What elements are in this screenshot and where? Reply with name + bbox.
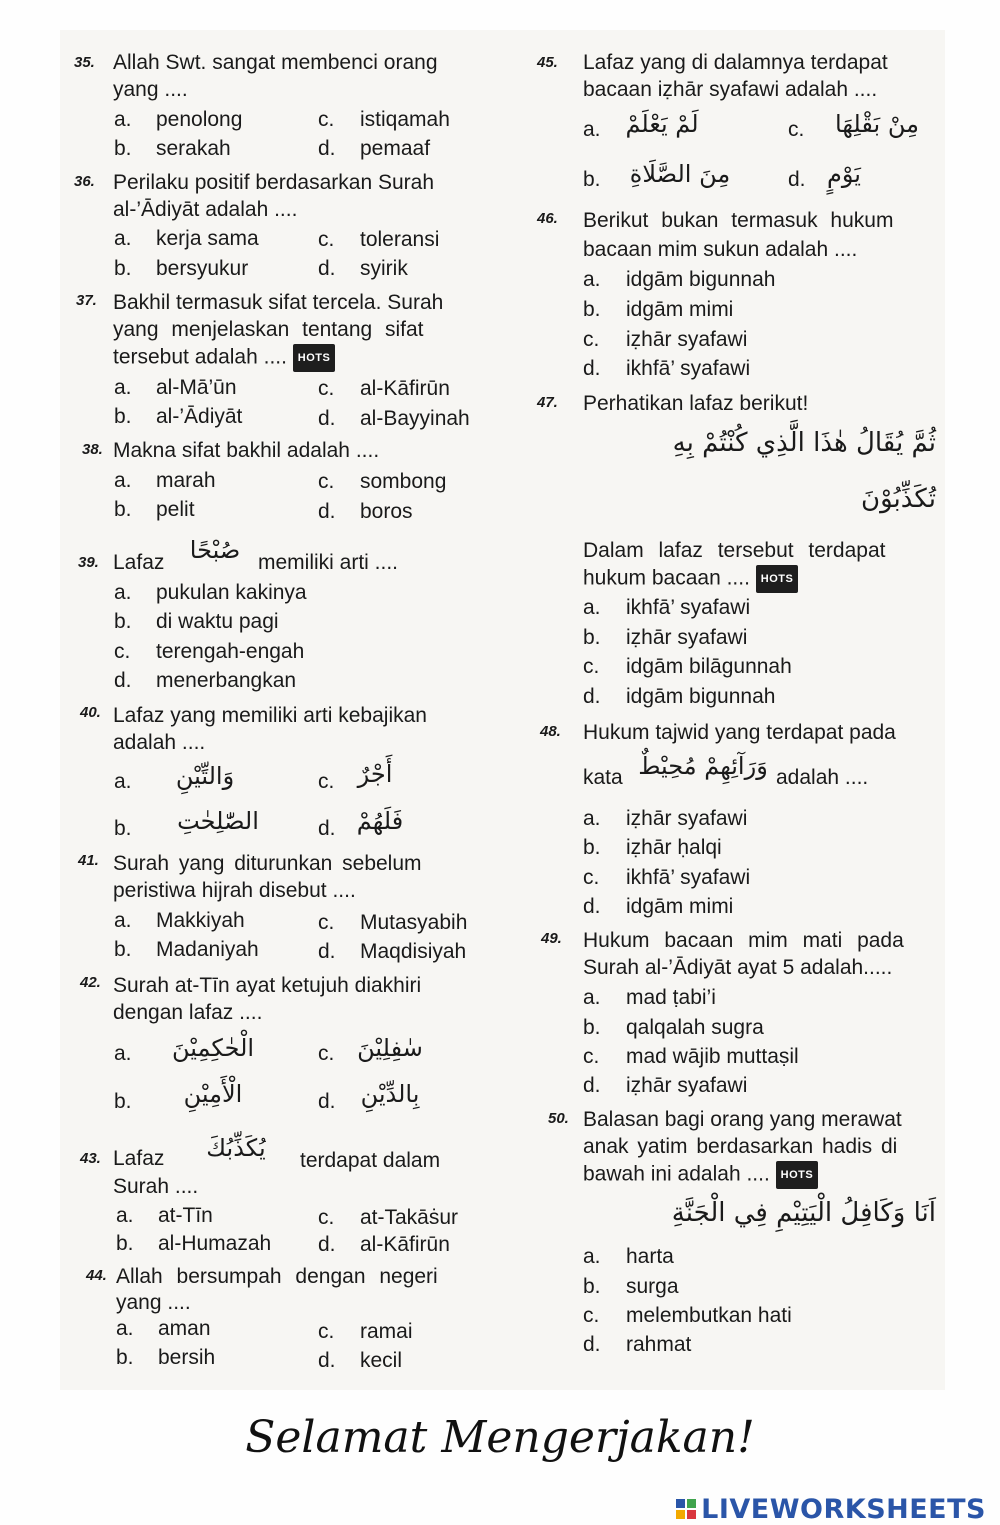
option-label: d.	[788, 168, 806, 191]
option-c[interactable]: mad wājib muttaṣil	[626, 1045, 799, 1068]
option-label: a.	[114, 227, 132, 250]
option-label: d.	[114, 669, 132, 692]
question-number: 48.	[540, 723, 561, 740]
option-b[interactable]: qalqalah sugra	[626, 1016, 764, 1039]
option-c[interactable]: istiqamah	[360, 108, 450, 131]
option-label: d.	[583, 357, 601, 380]
option-label: d.	[318, 817, 336, 840]
question-text: Perhatikan lafaz berikut!	[583, 392, 809, 415]
option-label: c.	[583, 328, 600, 351]
option-label: c.	[583, 1304, 600, 1327]
option-label: a.	[114, 376, 132, 399]
question-text: Allah Swt. sangat membenci orang	[113, 51, 438, 74]
option-b[interactable]: al-Humazah	[158, 1232, 272, 1255]
option-label: b.	[114, 817, 132, 840]
option-c[interactable]: melembutkan hati	[626, 1304, 792, 1327]
option-a[interactable]: pukulan kakinya	[156, 581, 307, 604]
option-label: c.	[114, 640, 131, 663]
option-c[interactable]: terengah-engah	[156, 640, 305, 663]
option-label: b.	[583, 1016, 601, 1039]
option-label: d.	[318, 1349, 336, 1372]
option-label: d.	[583, 895, 601, 918]
closing-message: Selamat Mengerjakan!	[245, 1412, 755, 1463]
question-text: peristiwa hijrah disebut ....	[113, 879, 356, 902]
arabic-text: وَرَآئِهِمْ مُحِيْطٌ	[638, 752, 768, 780]
option-c[interactable]: ikhfā’ syafawi	[626, 866, 751, 889]
option-label: d.	[318, 940, 336, 963]
option-label: c.	[318, 1042, 335, 1065]
option-label: a.	[114, 909, 132, 932]
option-label: c.	[318, 377, 335, 400]
option-label: b.	[114, 1090, 132, 1113]
option-c[interactable]: مِنْ بَقْلِهَا	[835, 110, 919, 138]
option-b[interactable]: di waktu pagi	[156, 610, 279, 633]
option-b[interactable]: iẓhār ḥalqi	[626, 836, 722, 859]
option-label: a.	[583, 596, 601, 619]
question-number: 43.	[80, 1150, 101, 1167]
option-label: c.	[583, 866, 600, 889]
question-text: Hukum bacaan mim mati pada	[583, 929, 904, 952]
question-number: 37.	[76, 292, 97, 309]
option-label: d.	[318, 257, 336, 280]
option-label: c.	[583, 655, 600, 678]
option-d[interactable]: idgām mimi	[626, 895, 734, 918]
question-text: anak yatim berdasarkan hadis di	[583, 1135, 898, 1158]
option-c[interactable]: idgām bilāgunnah	[626, 655, 792, 678]
option-a[interactable]: iẓhār syafawi	[626, 807, 748, 830]
question-text: tersebut adalah ....	[113, 345, 287, 369]
option-d[interactable]: syirik	[360, 257, 408, 280]
option-label: c.	[318, 1320, 335, 1343]
question-text: Surah al-’Ādiyāt ayat 5 adalah.....	[583, 956, 893, 979]
question-text: terdapat dalam	[300, 1149, 441, 1172]
question-text: Berikut bukan termasuk hukum	[583, 209, 894, 232]
option-c[interactable]: أَجْرٌ	[357, 760, 393, 788]
option-a[interactable]: وَالتِّيْنِ	[175, 762, 235, 790]
option-label: d.	[583, 685, 601, 708]
option-label: b.	[583, 298, 601, 321]
option-label: a.	[114, 581, 132, 604]
option-label: a.	[116, 1317, 134, 1340]
option-b[interactable]: Madaniyah	[156, 938, 259, 961]
question-text: yang ....	[116, 1291, 191, 1314]
question-text: bacaan iẓhār syafawi adalah ....	[583, 78, 878, 101]
question-number: 36.	[74, 173, 95, 190]
option-d[interactable]: al-Kāfirūn	[360, 1233, 450, 1256]
question-text: Lafaz yang di dalamnya terdapat	[583, 51, 888, 74]
hots-badge: HOTS	[293, 344, 336, 372]
option-label: b.	[583, 836, 601, 859]
question-text: adalah ....	[113, 731, 206, 754]
option-label: a.	[583, 807, 601, 830]
option-d[interactable]: Maqdisiyah	[360, 940, 467, 963]
arabic-hadith: اَنَا وَكَافِلُ الْيَتِيْمِ فِي الْجَنَّةِ	[671, 1198, 936, 1228]
option-label: b.	[116, 1346, 134, 1369]
option-label: c.	[318, 108, 335, 131]
option-label: c.	[318, 911, 335, 934]
brand-name: LIVEWORKSHEETS	[701, 1494, 986, 1525]
option-label: a.	[583, 1245, 601, 1268]
question-text: Lafaz	[113, 1147, 165, 1170]
question-text: yang ....	[113, 78, 188, 101]
option-label: a.	[114, 108, 132, 131]
question-number: 38.	[82, 441, 103, 458]
option-a[interactable]: marah	[156, 469, 216, 492]
arabic-text: يُكَذِّبُكَ	[206, 1134, 266, 1162]
hots-badge: HOTS	[776, 1161, 819, 1189]
option-c[interactable]: toleransi	[360, 228, 440, 251]
question-text: Surah at-Tīn ayat ketujuh diakhiri	[113, 974, 422, 997]
question-number: 42.	[80, 974, 101, 991]
question-text: Hukum tajwid yang terdapat pada	[583, 721, 896, 744]
option-label: c.	[318, 770, 335, 793]
option-d[interactable]: boros	[360, 500, 413, 523]
question-number: 47.	[537, 394, 558, 411]
question-number: 50.	[548, 1110, 569, 1127]
option-label: d.	[318, 1090, 336, 1113]
option-c[interactable]: at-Takāṡur	[360, 1206, 459, 1229]
question-text: bawah ini adalah ....	[583, 1162, 770, 1186]
option-label: d.	[318, 500, 336, 523]
option-label: c.	[318, 470, 335, 493]
option-a[interactable]: الْحٰكِمِيْنَ	[171, 1034, 255, 1062]
option-label: a.	[583, 268, 601, 291]
arabic-verse: تُكَذِّبُوْنَ	[860, 484, 936, 514]
option-c[interactable]: al-Kāfirūn	[360, 377, 450, 400]
option-label: b.	[114, 257, 132, 280]
option-b[interactable]: الصّٰلِحٰتِ	[177, 807, 259, 835]
option-a[interactable]: kerja sama	[156, 227, 259, 250]
worksheet-icon	[675, 1498, 697, 1520]
option-b[interactable]: bersih	[158, 1346, 216, 1369]
question-number: 40.	[80, 704, 101, 721]
option-a[interactable]: aman	[158, 1317, 211, 1340]
option-label: d.	[318, 407, 336, 430]
question-text: Balasan bagi orang yang merawat	[583, 1108, 902, 1131]
question-text: dengan lafaz ....	[113, 1001, 263, 1024]
option-d[interactable]: rahmat	[626, 1333, 692, 1356]
question-text: Makna sifat bakhil adalah ....	[113, 439, 380, 462]
hots-badge: HOTS	[756, 565, 799, 593]
option-label: b.	[583, 1275, 601, 1298]
option-label: b.	[114, 498, 132, 521]
option-b[interactable]: iẓhār syafawi	[626, 626, 748, 649]
question-text: Lafaz yang memiliki arti kebajikan	[113, 704, 427, 727]
option-label: b.	[114, 405, 132, 428]
question-text: Lafaz	[113, 551, 165, 574]
option-d[interactable]: al-Bayyinah	[360, 407, 470, 430]
option-label: b.	[114, 938, 132, 961]
option-label: a.	[114, 469, 132, 492]
option-label: c.	[318, 228, 335, 251]
question-text: kata	[583, 766, 623, 789]
question-number: 41.	[78, 852, 99, 869]
question-text: Surah yang diturunkan sebelum	[113, 852, 422, 875]
option-b[interactable]: surga	[626, 1275, 679, 1298]
option-a[interactable]: at-Tīn	[158, 1204, 213, 1227]
option-label: a.	[114, 770, 132, 793]
option-b[interactable]: مِنَ الصَّلَاةِ	[629, 160, 731, 188]
option-c[interactable]: ramai	[360, 1320, 413, 1343]
option-d[interactable]: kecil	[360, 1349, 403, 1372]
question-text: Dalam lafaz tersebut terdapat	[583, 539, 886, 562]
question-text: Allah bersumpah dengan negeri	[116, 1265, 438, 1288]
option-d[interactable]: menerbangkan	[156, 669, 297, 692]
option-label: d.	[583, 1074, 601, 1097]
option-label: d.	[583, 1333, 601, 1356]
question-number: 44.	[86, 1267, 107, 1284]
option-a[interactable]: penolong	[156, 108, 243, 131]
option-label: c.	[788, 118, 805, 141]
question-text: hukum bacaan ....	[583, 566, 750, 590]
question-text: Surah ....	[113, 1175, 199, 1198]
question-text: bacaan mim sukun adalah ....	[583, 238, 858, 261]
option-label: a.	[114, 1042, 132, 1065]
brand-logo[interactable]	[675, 1494, 986, 1525]
option-d[interactable]: pemaaf	[360, 137, 431, 160]
option-a[interactable]: idgām bigunnah	[626, 268, 776, 291]
question-text: Bakhil termasuk sifat tercela. Surah	[113, 291, 444, 314]
option-label: a.	[583, 118, 601, 141]
option-d[interactable]: ikhfā’ syafawi	[626, 357, 751, 380]
option-label: a.	[583, 986, 601, 1009]
option-label: c.	[318, 1206, 335, 1229]
option-a[interactable]: Makkiyah	[156, 909, 245, 932]
option-label: d.	[318, 1233, 336, 1256]
option-b[interactable]: الْأَمِيْنِ	[183, 1080, 243, 1108]
option-b[interactable]: idgām mimi	[626, 298, 734, 321]
arabic-text: ﺻُﺒْﺤًﺎ	[189, 536, 241, 564]
option-label: b.	[583, 626, 601, 649]
option-b[interactable]: al-’Ādiyāt	[156, 405, 243, 428]
arabic-verse: ثُمَّ يُقَالُ هٰذَا الَّذِي كُنْتُمْ بِهِ	[672, 428, 936, 458]
option-a[interactable]: harta	[626, 1245, 674, 1268]
option-label: b.	[116, 1232, 134, 1255]
option-c[interactable]: iẓhār syafawi	[626, 328, 748, 351]
question-text: memiliki arti ....	[258, 551, 399, 574]
option-a[interactable]: ikhfā’ syafawi	[626, 596, 751, 619]
question-text: adalah ....	[776, 766, 869, 789]
question-number: 35.	[74, 54, 95, 71]
option-d[interactable]: بِالدِّيْنِ	[360, 1080, 420, 1108]
option-label: d.	[318, 137, 336, 160]
question-number: 39.	[78, 554, 99, 571]
option-b[interactable]: serakah	[156, 137, 231, 160]
option-label: b.	[114, 610, 132, 633]
option-d[interactable]: iẓhār syafawi	[626, 1074, 748, 1097]
option-b[interactable]: pelit	[156, 498, 195, 521]
option-c[interactable]: سٰفِلِيْنَ	[357, 1034, 423, 1062]
option-a[interactable]: لَمْ يَعْلَمْ	[625, 110, 699, 138]
question-number: 45.	[537, 54, 558, 71]
option-a[interactable]: al-Mā’ūn	[156, 376, 237, 399]
question-number: 46.	[537, 210, 558, 227]
option-b[interactable]: bersyukur	[156, 257, 249, 280]
option-c[interactable]: Mutasyabih	[360, 911, 468, 934]
option-a[interactable]: mad ṭabi’i	[626, 986, 716, 1009]
option-label: a.	[116, 1204, 134, 1227]
option-d[interactable]: فَلَهُمْ	[356, 807, 404, 835]
question-text: al-’Ādiyāt adalah ....	[113, 198, 298, 221]
option-label: b.	[583, 168, 601, 191]
question-text: yang menjelaskan tentang sifat	[113, 318, 424, 341]
option-label: c.	[583, 1045, 600, 1068]
option-d[interactable]: idgām bigunnah	[626, 685, 776, 708]
question-text: Perilaku positif berdasarkan Surah	[113, 171, 435, 194]
option-d[interactable]: يَوْمٍ	[827, 160, 861, 188]
option-label: b.	[114, 137, 132, 160]
option-c[interactable]: sombong	[360, 470, 447, 493]
question-number: 49.	[541, 930, 562, 947]
